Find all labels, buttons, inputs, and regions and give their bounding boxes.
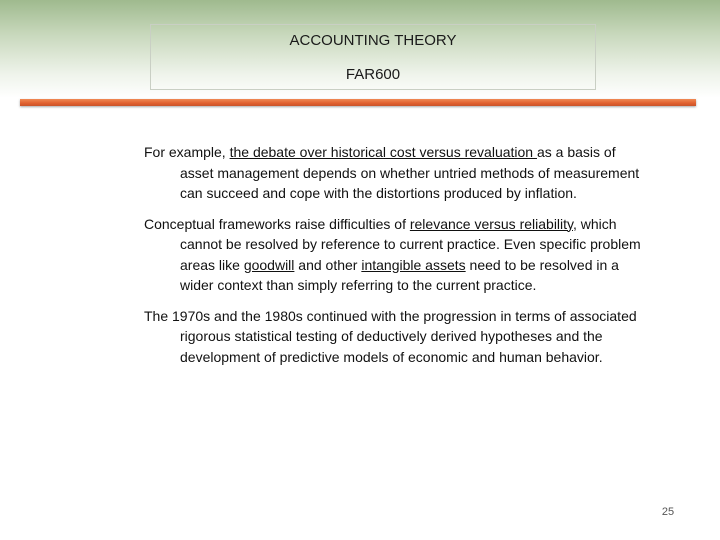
underlined-phrase: goodwill (243, 256, 295, 273)
underlined-phrase: the debate over historical cost versus revaluation (229, 144, 537, 160)
title-box (150, 24, 596, 90)
text-segment: The 1970s and the 1980s continued with the progression in terms of associated rigorous statistical testing of deductively derived hypotheses and the development of predictive models of economic and human behavior. (144, 307, 637, 365)
course-code: FAR600 (345, 66, 401, 83)
slide-body (144, 142, 644, 377)
underlined-phrase: relevance versus reliability (409, 215, 573, 232)
underlined-phrase: intangible assets (361, 256, 466, 273)
accent-divider (20, 99, 696, 106)
text-segment: as a basis of asset management depends on whether untried methods of measurement can succeed and cope with the distortions produced by inflation. (180, 144, 640, 201)
text-segment: need to be resolved in a wider context than simply referring to the current practice. (180, 256, 619, 293)
text-segment: and other (294, 256, 362, 273)
text-segment: Conceptual frameworks raise difficulties of (144, 215, 410, 232)
text-segment: For example, (144, 144, 230, 160)
page-number: 25 (661, 506, 675, 518)
paragraph-historical-cost (144, 142, 644, 204)
paragraph-conceptual-frameworks (144, 214, 644, 296)
paragraph-1970s-1980s (144, 306, 644, 368)
text-segment: , which cannot be resolved by reference to current practice. Even specific problem areas like (180, 215, 641, 273)
page-title: ACCOUNTING THEORY (289, 32, 457, 49)
